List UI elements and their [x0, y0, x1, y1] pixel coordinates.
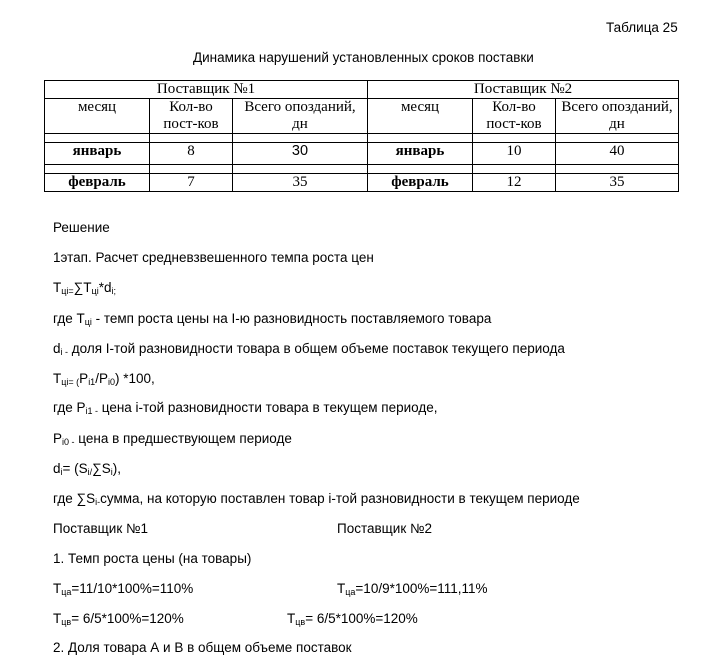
table-spacer — [45, 165, 679, 174]
definition-share: $d_{i -}$ доля I-той разновидности товара в общем объеме поставок текущего периода — [53, 341, 565, 357]
table-header-suppliers — [45, 81, 679, 99]
formula-weighted-growth: $T_{цi=}\sum T_{цi}*d_{i;}$ — [53, 280, 116, 296]
supplier-2-label: Поставщик №2 — [337, 521, 432, 536]
table-row — [45, 143, 679, 165]
table-spacer — [45, 134, 679, 143]
header-month-2: месяц — [368, 99, 473, 134]
table-title: Динамика нарушений установленных сроков поставки — [193, 50, 534, 65]
definition-sum: где $\sum S_{i-}сумма$, на которую поставлен товар i-той разновидности в текущем периоде — [53, 491, 580, 507]
header-supplier-1: Поставщик №1 — [45, 81, 368, 99]
definition-growth-rate: где $T_{цi}$ - темп роста цены на I-ю разновидность поставляемого товара — [53, 311, 492, 327]
header-delays-2: Всего опозданий, дн — [556, 99, 679, 134]
calc-growth-b-supplier-2: $T_{цв}= 6/5*100\%=120\%$ — [287, 611, 418, 627]
cell-count: 8 — [150, 143, 233, 165]
table-header-columns — [45, 99, 679, 134]
header-month-1: месяц — [45, 99, 150, 134]
cell-month: февраль — [368, 174, 473, 192]
calc-growth-b-supplier-1: $T_{цв}= 6/5*100\%=120\%$ — [53, 611, 184, 627]
formula-growth-rate: $T_{цi= (}P_{i1}/P_{i0}$) *100, — [53, 371, 155, 387]
solution-heading: Решение — [53, 220, 110, 235]
calc-growth-a-supplier-1: $T_{ца}=11/10*100\%=110\%$ — [53, 581, 194, 597]
stage-1-heading: 1этап. Расчет средневзвешенного темпа роста цен — [53, 250, 374, 265]
table-row — [45, 174, 679, 192]
header-supplier-2: Поставщик №2 — [368, 81, 679, 99]
calc-growth-a-supplier-2: $T_{ца}=10/9*100\%=111,11\%$ — [337, 581, 488, 597]
table-number: Таблица 25 — [606, 20, 678, 35]
cell-delays: 30 — [233, 143, 368, 165]
definition-current-price: где $P_{i1 -}$ цена i-той разновидности товара в текущем периоде, — [53, 400, 438, 416]
formula-share: $d_i= (S_{i/}\sum S_i)$, — [53, 461, 122, 477]
supplier-1-label: Поставщик №1 — [53, 521, 148, 536]
cell-month: февраль — [45, 174, 150, 192]
delivery-violations-table — [44, 80, 679, 192]
cell-month: январь — [45, 143, 150, 165]
header-count-1: Кол-во пост-ков — [150, 99, 233, 134]
cell-delays: 40 — [556, 143, 679, 165]
header-delays-1: Всего опозданий, дн — [233, 99, 368, 134]
item-1-heading: 1. Темп роста цены (на товары) — [53, 551, 252, 566]
item-2-heading: 2. Доля товара А и В в общем объеме поставок — [53, 640, 352, 655]
header-count-2: Кол-во пост-ков — [473, 99, 556, 134]
cell-month: январь — [368, 143, 473, 165]
definition-previous-price: $P_{i0 -}$ цена в предшествующем периоде — [53, 431, 292, 447]
cell-delays: 35 — [233, 174, 368, 192]
cell-count: 10 — [473, 143, 556, 165]
cell-count: 12 — [473, 174, 556, 192]
cell-delays: 35 — [556, 174, 679, 192]
cell-count: 7 — [150, 174, 233, 192]
